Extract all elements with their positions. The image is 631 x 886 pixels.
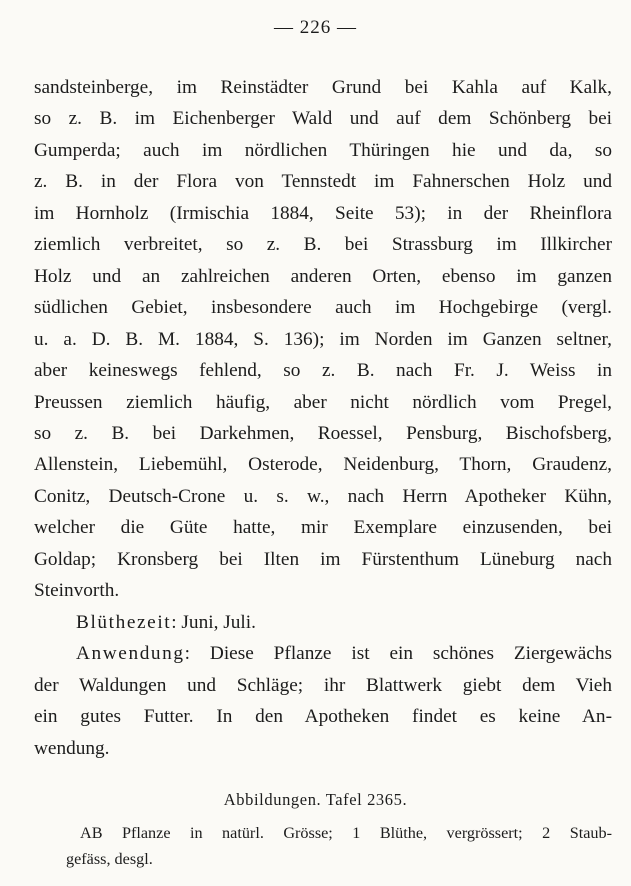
text-line: ziemlich verbreitet, so z. B. bei Strassburg im Illkircher (34, 234, 612, 256)
text-line: aber keineswegs fehlend, so z. B. nach Fr. J. Weiss in (34, 360, 612, 382)
anwendung-line (34, 638, 612, 669)
text-line: im Hornholz (Irmischia 1884, Seite 53); in der Rheinflora (34, 202, 612, 224)
page-number: — 226 — (274, 17, 357, 38)
bluethezeit-label: Blüthezeit (76, 611, 172, 633)
text-line: südlichen Gebiet, insbesondere auch im Hochgebirge (vergl. (34, 297, 612, 319)
text-line: Gumperda; auch im nördlichen Thüringen hie und da, so (34, 139, 612, 161)
figure-caption: Abbildungen. Tafel 2365. (223, 790, 408, 809)
text-line: Conitz, Deutsch-Crone u. s. w., nach Herrn Apotheker Kühn, (34, 485, 612, 507)
anwendung-label: Anwendung (76, 643, 185, 665)
text-line: Preussen ziemlich häufig, aber nicht nördlich vom Pregel, (34, 391, 612, 413)
figure-description-line: gefäss, desgl. (66, 850, 153, 868)
text-line: der Waldungen und Schläge; ihr Blattwerk giebt dem Vieh (34, 674, 612, 696)
text-line: so z. B. im Eichenberger Wald und auf dem Schönberg bei (34, 108, 612, 130)
anwendung-text: : Diese Pflanze ist ein schönes Ziergewächs (184, 643, 612, 665)
bluethezeit-text: : Juni, Juli. (171, 611, 256, 633)
text-line: u. a. D. B. M. 1884, S. 136); im Norden im Ganzen seltner, (34, 328, 612, 350)
text-line: sandsteinberge, im Reinstädter Grund bei Kahla auf Kalk, (34, 77, 612, 98)
text-line: so z. B. bei Darkehmen, Roessel, Pensburg, Bischofsberg, (34, 422, 612, 444)
text-line: Holz und an zahlreichen anderen Orten, ebenso im ganzen (34, 265, 612, 287)
text-line: welcher die Güte hatte, mir Exemplare einzusenden, bei (34, 517, 612, 539)
text-line: Goldap; Kronsberg bei Ilten im Fürstenthum Lüneburg nach (34, 548, 612, 570)
text-line: wendung. (34, 737, 110, 759)
text-line: ein gutes Futter. In den Apotheken findet es keine An- (34, 706, 612, 728)
text-line: Steinvorth. (34, 580, 120, 602)
text-line: Allenstein, Liebemühl, Osterode, Neidenburg, Thorn, Graudenz, (34, 454, 612, 476)
bluethezeit-line (34, 607, 612, 638)
body-text (34, 72, 612, 764)
figure-description (66, 820, 612, 872)
text-line: z. B. in der Flora von Tennstedt im Fahnerschen Holz und (34, 171, 612, 193)
figure-description-line: AB Pflanze in natürl. Grösse; 1 Blüthe, vergrössert; 2 Staub- (80, 824, 612, 842)
